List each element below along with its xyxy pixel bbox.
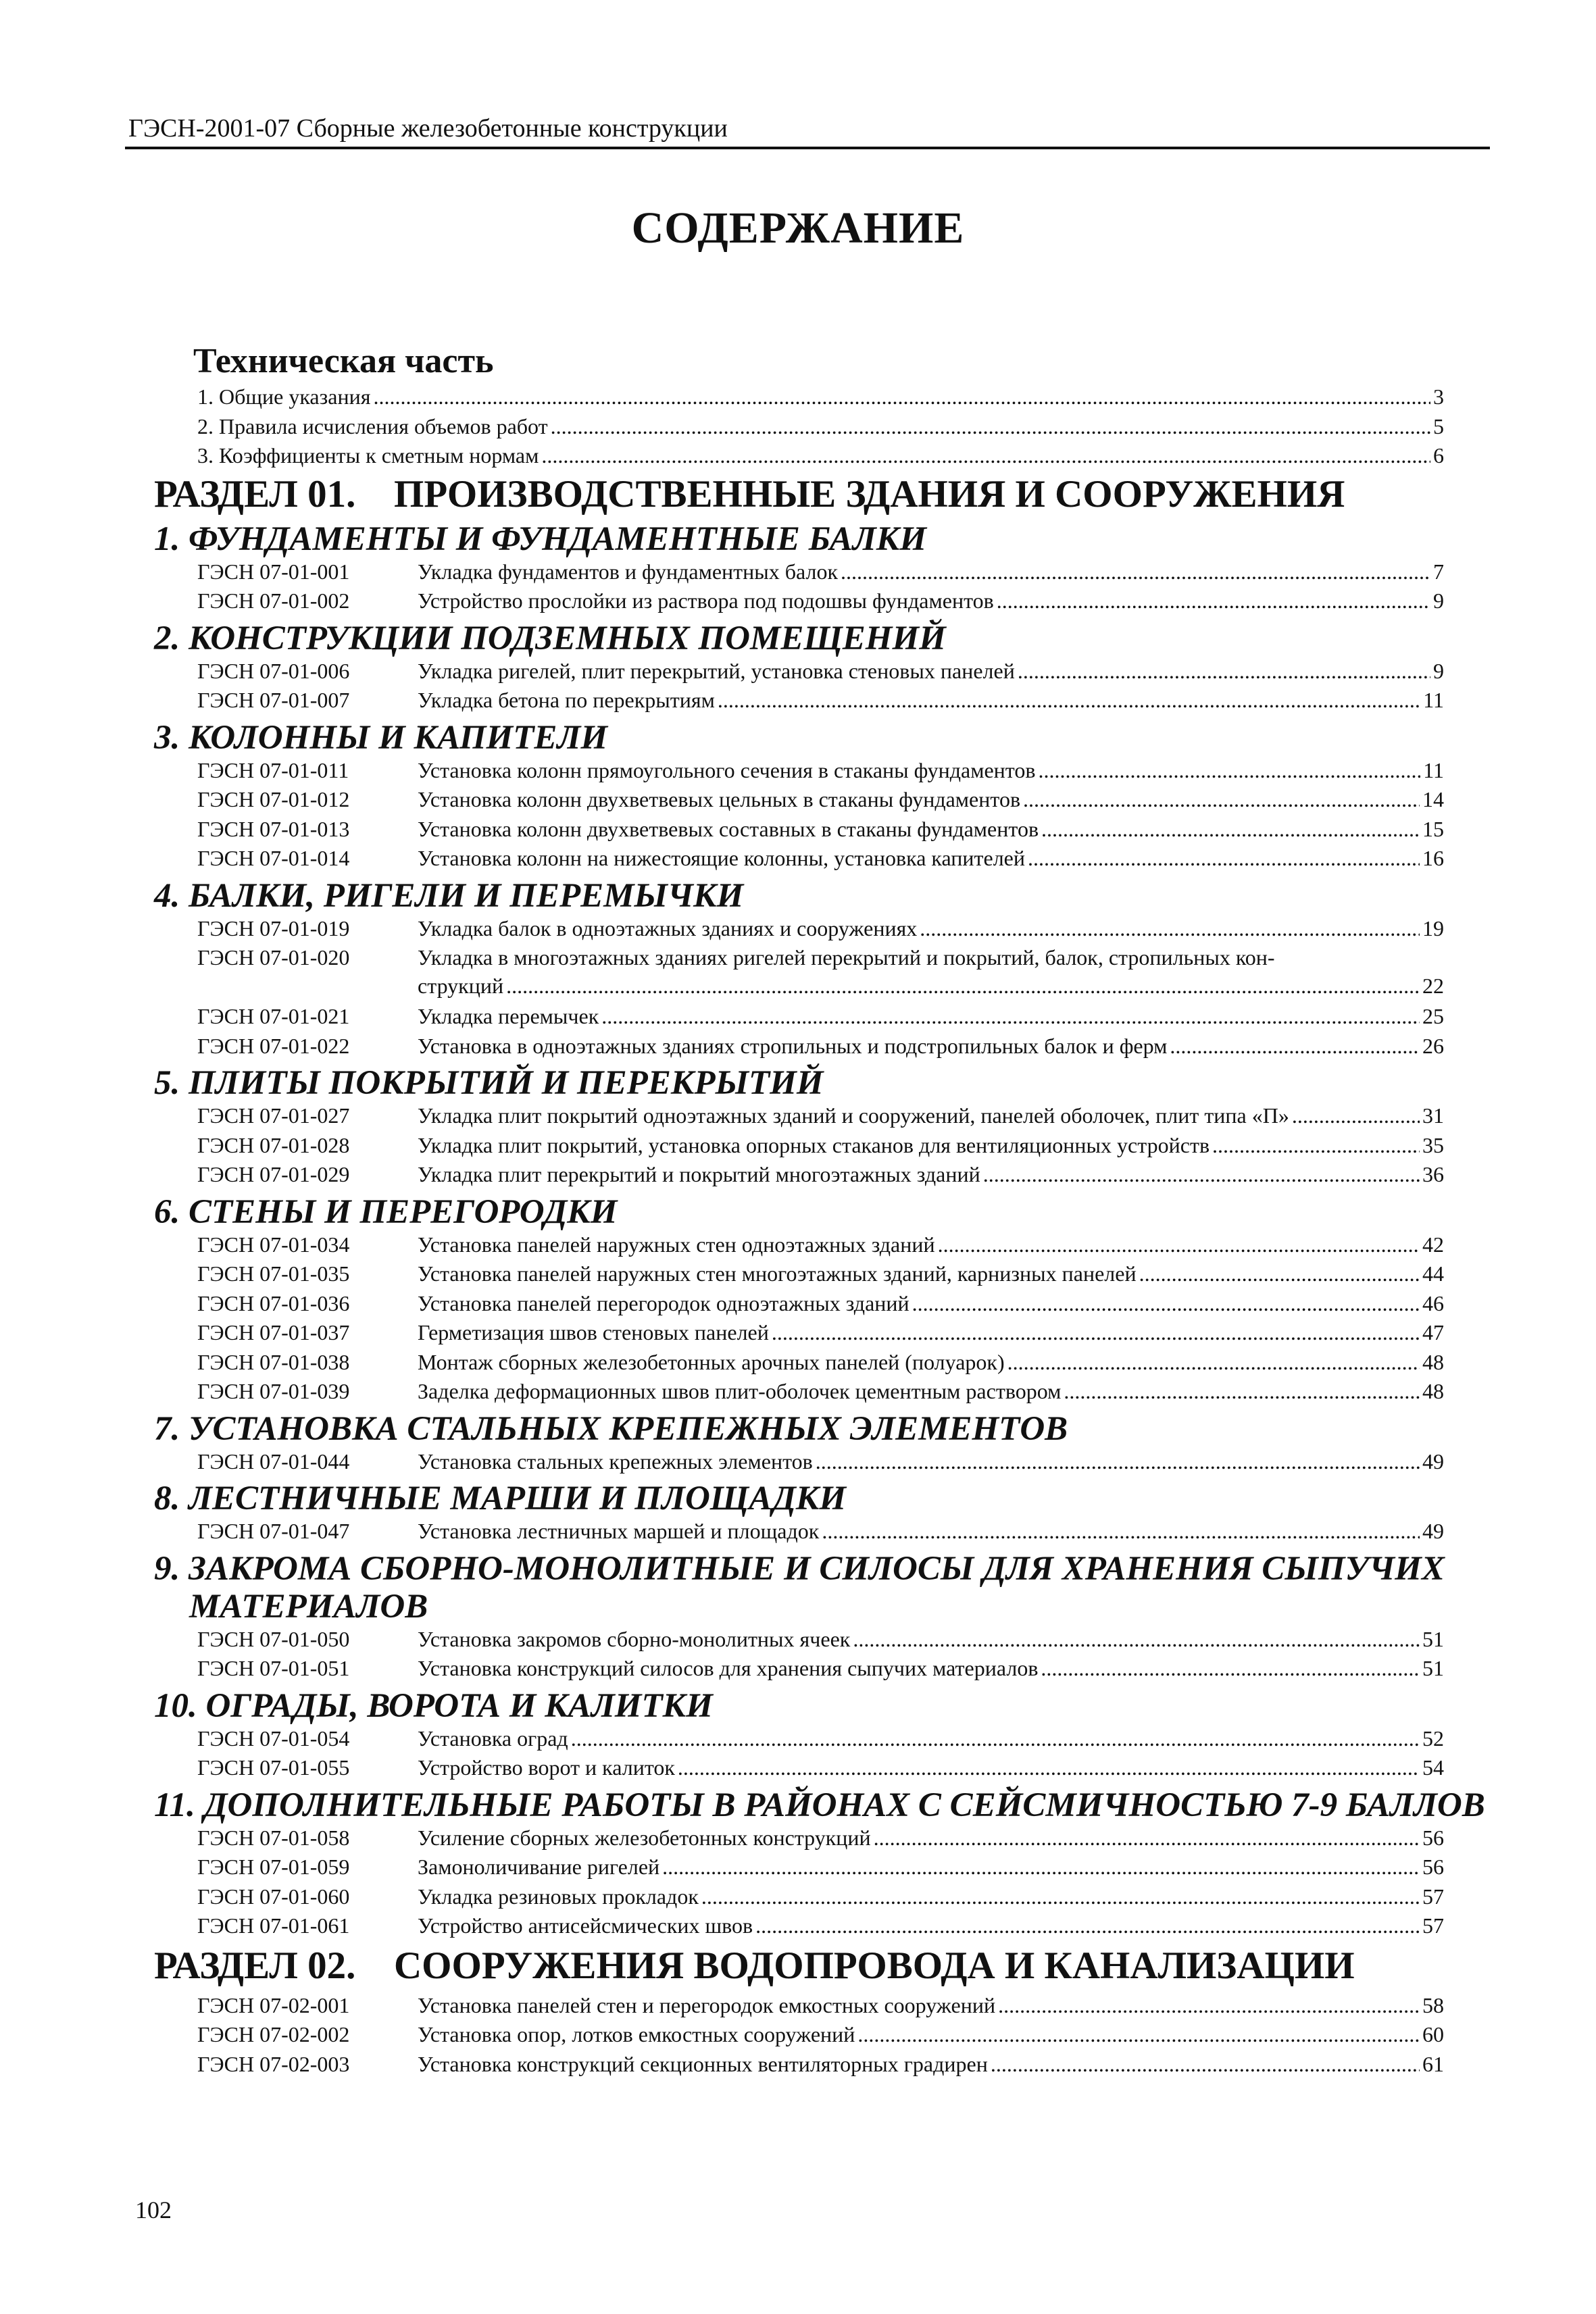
entry-page: 9 [1433, 588, 1444, 613]
toc-entry [0, 1259, 1596, 1288]
toc-entry [0, 756, 1596, 784]
dot-leader [601, 1002, 1420, 1030]
dot-leader [551, 412, 1430, 441]
entry-leader-line [418, 972, 1444, 1000]
dot-leader [857, 2020, 1420, 2048]
toc-entry [0, 441, 1596, 470]
entry-text: Установка панелей перегородок одноэтажных зданий [418, 1290, 909, 1315]
entry-leader-line [418, 1882, 1444, 1911]
entry-page: 47 [1422, 1320, 1444, 1344]
entry-page: 51 [1422, 1626, 1444, 1651]
entry-page: 19 [1422, 915, 1444, 940]
entry-code: ГЭСН 07-01-012 [197, 787, 350, 811]
section-label: РАЗДЕЛ 01. [154, 472, 356, 515]
toc-entry [0, 1318, 1596, 1347]
toc-entry [0, 1447, 1596, 1476]
chapter-heading: 10. ОГРАДЫ, ВОРОТА И КАЛИТКИ [154, 1686, 713, 1725]
entry-text: Укладка ригелей, плит перекрытий, установка стеновых панелей [418, 658, 1015, 683]
entry-leader-line [197, 412, 1444, 441]
header-rule [125, 147, 1490, 149]
entry-text: Устройство прослойки из раствора под подошвы фундаментов [418, 588, 994, 613]
dot-leader [1041, 1654, 1420, 1682]
dot-leader [1170, 1032, 1420, 1060]
entry-page: 16 [1422, 846, 1444, 870]
entry-leader-line [418, 1911, 1444, 1940]
entry-leader-line [418, 1823, 1444, 1852]
dot-leader [755, 1911, 1420, 1940]
entry-code: ГЭСН 07-01-022 [197, 1033, 350, 1058]
entry-leader-line [418, 1289, 1444, 1317]
toc-entry [0, 1289, 1596, 1317]
entry-text: Установка в одноэтажных зданиях стропильных и подстропильных балок и ферм [418, 1033, 1168, 1058]
entry-page: 26 [1422, 1033, 1444, 1058]
entry-code: ГЭСН 07-02-001 [197, 1992, 350, 2017]
dot-leader [991, 2050, 1420, 2078]
dot-leader [373, 382, 1430, 411]
toc-entry [0, 382, 1596, 411]
entry-page: 57 [1422, 1884, 1444, 1909]
entry-code: ГЭСН 07-01-011 [197, 757, 349, 782]
entry-code: ГЭСН 07-01-037 [197, 1320, 350, 1344]
entry-leader-line [418, 914, 1444, 942]
entry-text: Установка панелей наружных стен многоэтажных зданий, карнизных панелей [418, 1261, 1137, 1286]
entry-code: ГЭСН 07-01-035 [197, 1261, 350, 1286]
entry-leader-line [418, 1753, 1444, 1782]
entry-leader-line [418, 1101, 1444, 1130]
technical-part-title: Техническая часть [193, 342, 494, 380]
entry-text: Установка лестничных маршей и площадок [418, 1519, 820, 1543]
entry-leader-line [197, 441, 1444, 470]
entry-page: 42 [1422, 1232, 1444, 1257]
toc-entry [0, 844, 1596, 872]
toc-entry [0, 1991, 1596, 2019]
chapter-heading: 4. БАЛКИ, РИГЕЛИ И ПЕРЕМЫЧКИ [154, 876, 744, 915]
toc-entry [0, 1002, 1596, 1030]
toc-entry [0, 1882, 1596, 1911]
toc-entry [0, 1101, 1596, 1130]
entry-text: Установка конструкций силосов для хранения сыпучих материалов [418, 1656, 1039, 1680]
chapter-heading: 6. СТЕНЫ И ПЕРЕГОРОДКИ [154, 1192, 618, 1231]
section-title: СООРУЖЕНИЯ ВОДОПРОВОДА И КАНАЛИЗАЦИИ [394, 1944, 1355, 1987]
entry-leader-line [418, 844, 1444, 872]
toc-entry [0, 557, 1596, 586]
entry-page: 36 [1422, 1162, 1444, 1186]
entry-page: 25 [1422, 1004, 1444, 1028]
entry-leader-line [418, 557, 1444, 586]
toc-entry [0, 1853, 1596, 1881]
entry-text: Устройство антисейсмических швов [418, 1913, 753, 1938]
entry-page: 51 [1422, 1656, 1444, 1680]
chapter-heading: 3. КОЛОННЫ И КАПИТЕЛИ [154, 718, 608, 757]
entry-code: ГЭСН 07-01-038 [197, 1349, 350, 1374]
entry-leader-line [418, 1447, 1444, 1476]
entry-leader-line [418, 686, 1444, 714]
entry-page: 52 [1422, 1726, 1444, 1751]
toc-entry [0, 1160, 1596, 1188]
chapter-heading-continued: МАТЕРИАЛОВ [189, 1587, 428, 1626]
entry-page: 11 [1423, 688, 1444, 712]
entry-text: Устройство ворот и калиток [418, 1755, 675, 1780]
dot-leader [541, 441, 1430, 470]
entry-text: 2. Правила исчисления объемов работ [197, 413, 548, 438]
chapter-heading: 1. ФУНДАМЕНТЫ И ФУНДАМЕНТНЫЕ БАЛКИ [154, 520, 926, 558]
entry-page: 35 [1422, 1132, 1444, 1157]
entry-code: ГЭСН 07-01-006 [197, 658, 350, 683]
entry-code: ГЭСН 07-01-044 [197, 1449, 350, 1474]
entry-leader-line [418, 1160, 1444, 1188]
dot-leader [1028, 844, 1420, 872]
entry-text: Монтаж сборных железобетонных арочных панелей (полуарок) [418, 1349, 1005, 1374]
entry-text: Установка панелей стен и перегородок емкостных сооружений [418, 1992, 996, 2017]
entry-page: 56 [1422, 1825, 1444, 1850]
toc-entry [0, 1131, 1596, 1159]
entry-leader-line [418, 1318, 1444, 1347]
entry-code: ГЭСН 07-01-014 [197, 846, 350, 870]
entry-code: ГЭСН 07-01-055 [197, 1755, 350, 1780]
chapter-heading: 7. УСТАНОВКА СТАЛЬНЫХ КРЕПЕЖНЫХ ЭЛЕМЕНТОВ [154, 1409, 1068, 1448]
dot-leader [701, 1882, 1420, 1911]
entry-code: ГЭСН 07-01-019 [197, 915, 350, 940]
toc-entry [0, 586, 1596, 615]
toc-entry [0, 657, 1596, 685]
entry-text: Укладка плит покрытий одноэтажных зданий и сооружений, панелей оболочек, плит типа «П» [418, 1103, 1289, 1128]
entry-page: 57 [1422, 1913, 1444, 1938]
entry-text: Укладка перемычек [418, 1004, 599, 1028]
entry-page: 5 [1433, 413, 1444, 438]
toc-entry [0, 2020, 1596, 2048]
entry-page: 44 [1422, 1261, 1444, 1286]
chapter-heading: 8. ЛЕСТНИЧНЫЕ МАРШИ И ПЛОЩАДКИ [154, 1480, 847, 1517]
entry-page: 9 [1433, 658, 1444, 683]
entry-page: 54 [1422, 1755, 1444, 1780]
entry-page: 31 [1422, 1103, 1444, 1128]
dot-leader [1212, 1131, 1420, 1159]
entry-leader-line [418, 1131, 1444, 1159]
dot-leader [662, 1853, 1420, 1881]
page-number: 102 [135, 2196, 172, 2223]
entry-text: Установка конструкций секционных вентиляторных градирен [418, 2051, 988, 2076]
entry-code: ГЭСН 07-01-059 [197, 1855, 350, 1879]
entry-leader-line [418, 815, 1444, 843]
dot-leader [1292, 1101, 1420, 1130]
entry-code: ГЭСН 07-01-036 [197, 1290, 350, 1315]
toc-entry [0, 1724, 1596, 1753]
entry-page: 48 [1422, 1379, 1444, 1403]
entry-leader-line [418, 785, 1444, 813]
entry-text: Установка закромов сборно-монолитных ячеек [418, 1626, 851, 1651]
entry-code: ГЭСН 07-01-002 [197, 588, 350, 613]
toc-entry [0, 1517, 1596, 1545]
dot-leader [571, 1724, 1420, 1753]
entry-code: ГЭСН 07-01-050 [197, 1626, 350, 1651]
entry-code: ГЭСН 07-01-039 [197, 1379, 350, 1403]
entry-code: ГЭСН 07-01-058 [197, 1825, 350, 1850]
entry-text: Герметизация швов стеновых панелей [418, 1320, 769, 1344]
dot-leader [1038, 756, 1420, 784]
dot-leader [822, 1517, 1420, 1545]
dot-leader [1018, 657, 1430, 685]
entry-text: Укладка в многоэтажных зданиях ригелей перекрытий и покрытий, балок, стропильных кон- [418, 945, 1275, 970]
entry-code: ГЭСН 07-02-002 [197, 2022, 350, 2046]
entry-code: ГЭСН 07-01-060 [197, 1884, 350, 1909]
entry-page: 58 [1422, 1992, 1444, 2017]
entry-leader-line [418, 586, 1444, 615]
entry-page: 49 [1422, 1449, 1444, 1474]
dot-leader [841, 557, 1430, 586]
entry-page: 22 [1422, 974, 1444, 998]
entry-page: 7 [1433, 559, 1444, 584]
running-header: ГЭСН-2001-07 Сборные железобетонные конструкции [128, 114, 728, 143]
entry-text: Установка панелей наружных стен одноэтажных зданий [418, 1232, 935, 1257]
entry-leader-line [418, 1377, 1444, 1405]
entry-text: Установка колонн на нижестоящие колонны, установка капителей [418, 846, 1025, 870]
entry-text: Установка колонн двухветвевых цельных в стаканы фундаментов [418, 787, 1021, 811]
dot-leader [938, 1230, 1420, 1259]
toc-entry-continuation [0, 972, 1596, 1000]
dot-leader [1041, 815, 1420, 843]
toc-entry [0, 1230, 1596, 1259]
toc-entry [0, 1348, 1596, 1376]
entry-text: Установка оград [418, 1726, 568, 1751]
entry-code: ГЭСН 07-01-054 [197, 1726, 350, 1751]
entry-code: ГЭСН 07-01-051 [197, 1656, 350, 1680]
entry-code: ГЭСН 07-01-034 [197, 1232, 350, 1257]
toc-entry [0, 943, 1596, 972]
entry-page: 48 [1422, 1349, 1444, 1374]
entry-leader-line [418, 1517, 1444, 1545]
entry-text: Замоноличивание ригелей [418, 1855, 660, 1879]
toc-entry [0, 1753, 1596, 1782]
entry-page: 61 [1422, 2051, 1444, 2076]
dot-leader [1023, 785, 1420, 813]
toc-entry [0, 815, 1596, 843]
entry-code: ГЭСН 07-01-007 [197, 688, 350, 712]
chapter-heading: 11. ДОПОЛНИТЕЛЬНЫЕ РАБОТЫ В РАЙОНАХ С СЕЙСМИЧНОСТЬЮ 7-9 БАЛЛОВ [154, 1786, 1485, 1824]
dot-leader [874, 1823, 1420, 1852]
entry-leader-line [418, 1654, 1444, 1682]
dot-leader [772, 1318, 1420, 1347]
toc-entry [0, 2050, 1596, 2078]
entry-page: 3 [1433, 384, 1444, 409]
entry-code: ГЭСН 07-01-028 [197, 1132, 350, 1157]
entry-leader-line [418, 1853, 1444, 1881]
entry-leader-line [418, 2050, 1444, 2078]
chapter-heading: 5. ПЛИТЫ ПОКРЫТИЙ И ПЕРЕКРЫТИЙ [154, 1064, 824, 1102]
toc-entry [0, 1654, 1596, 1682]
entry-text: Укладка плит перекрытий и покрытий многоэтажных зданий [418, 1162, 980, 1186]
dot-leader [1064, 1377, 1420, 1405]
entry-leader-line [418, 1991, 1444, 2019]
dot-leader [920, 914, 1420, 942]
toc-entry [0, 1032, 1596, 1060]
entry-page: 46 [1422, 1290, 1444, 1315]
entry-code: ГЭСН 07-01-029 [197, 1162, 350, 1186]
section-heading [154, 472, 1345, 516]
entry-code: ГЭСН 07-01-020 [197, 945, 350, 970]
dot-leader [983, 1160, 1420, 1188]
entry-code: ГЭСН 07-01-013 [197, 816, 350, 841]
entry-text: Укладка резиновых прокладок [418, 1884, 699, 1909]
entry-text: Укладка бетона по перекрытиям [418, 688, 715, 712]
entry-text: Установка колонн двухветвевых составных в стаканы фундаментов [418, 816, 1039, 841]
page-title: СОДЕРЖАНИЕ [631, 203, 965, 253]
toc-entry [0, 914, 1596, 942]
section-heading [154, 1944, 1355, 1988]
toc-entry [0, 1911, 1596, 1940]
entry-text: Установка стальных крепежных элементов [418, 1449, 813, 1474]
dot-leader [718, 686, 1420, 714]
entry-leader-line [418, 1002, 1444, 1030]
dot-leader [678, 1753, 1420, 1782]
entry-text: Усиление сборных железобетонных конструкций [418, 1825, 871, 1850]
dot-leader [853, 1625, 1420, 1653]
entry-text-continued: струкций [418, 974, 504, 998]
section-title: ПРОИЗВОДСТВЕННЫЕ ЗДАНИЯ И СООРУЖЕНИЯ [394, 472, 1345, 515]
dot-leader [912, 1289, 1420, 1317]
entry-leader-line [418, 1625, 1444, 1653]
toc-entry [0, 1625, 1596, 1653]
entry-leader-line [418, 1724, 1444, 1753]
entry-code: ГЭСН 07-01-001 [197, 559, 350, 584]
dot-leader [1139, 1259, 1420, 1288]
entry-code: ГЭСН 07-01-027 [197, 1103, 350, 1128]
dot-leader [1007, 1348, 1420, 1376]
entry-text: Укладка балок в одноэтажных зданиях и сооружениях [418, 915, 918, 940]
toc-entry [0, 785, 1596, 813]
entry-page: 56 [1422, 1855, 1444, 1879]
entry-code: ГЭСН 07-01-021 [197, 1004, 350, 1028]
entry-page: 11 [1423, 757, 1444, 782]
entry-code: ГЭСН 07-01-061 [197, 1913, 350, 1938]
toc-entry [0, 686, 1596, 714]
entry-text: 3. Коэффициенты к сметным нормам [197, 443, 539, 468]
entry-leader-line [197, 382, 1444, 411]
toc-entry [0, 412, 1596, 441]
toc-entry [0, 1377, 1596, 1405]
entry-leader-line [418, 2020, 1444, 2048]
entry-text: Установка колонн прямоугольного сечения в стаканы фундаментов [418, 757, 1036, 782]
dot-leader [997, 586, 1430, 615]
entry-leader-line [418, 1032, 1444, 1060]
entry-leader-line [418, 1259, 1444, 1288]
entry-text: 1. Общие указания [197, 384, 371, 409]
entry-leader-line [418, 657, 1444, 685]
entry-page: 15 [1422, 816, 1444, 841]
entry-code: ГЭСН 07-01-047 [197, 1519, 350, 1543]
toc-entry [0, 1823, 1596, 1852]
dot-leader [506, 972, 1420, 1000]
entry-code: ГЭСН 07-02-003 [197, 2051, 350, 2076]
entry-text: Укладка плит покрытий, установка опорных стаканов для вентиляционных устройств [418, 1132, 1210, 1157]
entry-page: 14 [1422, 787, 1444, 811]
chapter-heading: 2. КОНСТРУКЦИИ ПОДЗЕМНЫХ ПОМЕЩЕНИЙ [154, 619, 946, 657]
entry-page: 49 [1422, 1519, 1444, 1543]
entry-page: 60 [1422, 2022, 1444, 2046]
chapter-heading: 9. ЗАКРОМА СБОРНО-МОНОЛИТНЫЕ И СИЛОСЫ ДЛЯ ХРАНЕНИЯ СЫПУЧИХ [154, 1549, 1445, 1588]
entry-text: Установка опор, лотков емкостных сооружений [418, 2022, 855, 2046]
entry-text: Укладка фундаментов и фундаментных балок [418, 559, 839, 584]
dot-leader [816, 1447, 1420, 1476]
entry-leader-line [418, 1348, 1444, 1376]
section-label: РАЗДЕЛ 02. [154, 1944, 356, 1987]
entry-text: Заделка деформационных швов плит-оболочек цементным раствором [418, 1379, 1062, 1403]
dot-leader [998, 1991, 1420, 2019]
entry-leader-line [418, 756, 1444, 784]
entry-leader-line [418, 1230, 1444, 1259]
entry-page: 6 [1433, 443, 1444, 468]
